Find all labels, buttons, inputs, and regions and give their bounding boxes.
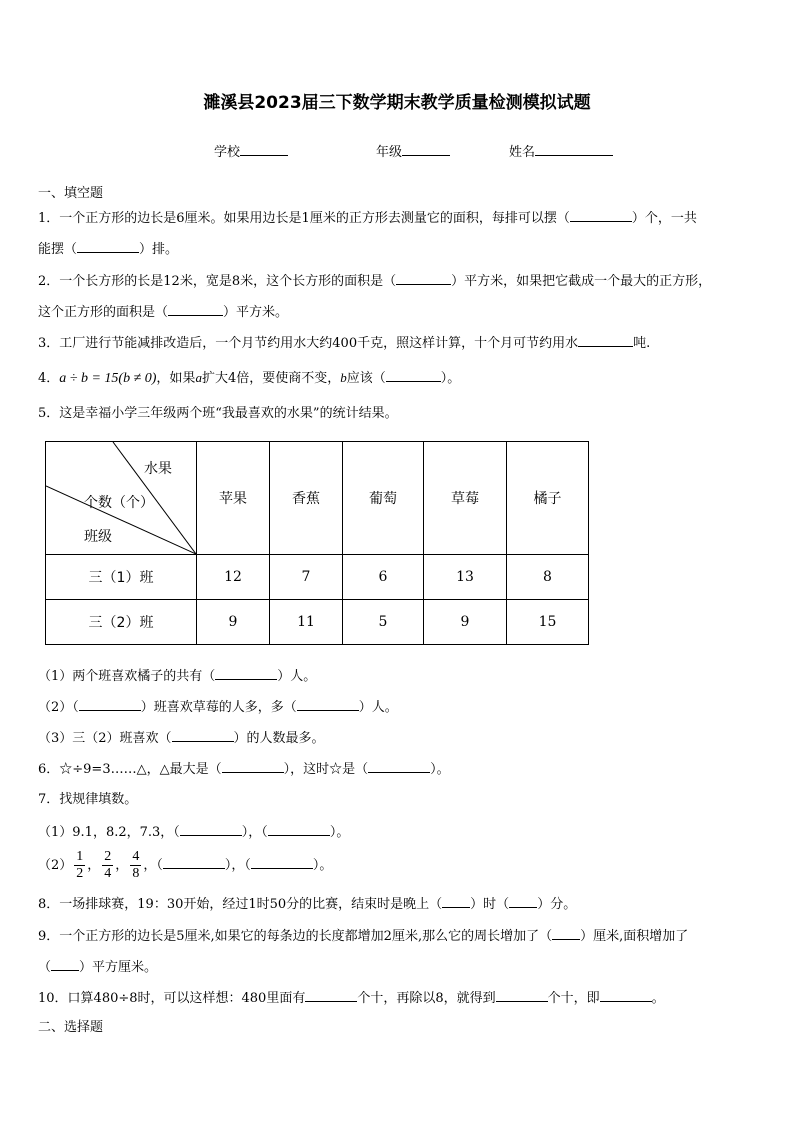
answer-blank[interactable] (386, 369, 441, 382)
school-label: 学校 (214, 145, 241, 160)
answer-blank[interactable] (396, 272, 451, 285)
table-cell: 8 (507, 555, 589, 600)
column-header: 橘子 (507, 442, 589, 555)
corner-header (46, 442, 197, 555)
answer-blank[interactable] (297, 698, 359, 711)
fraction: $\frac{4}{8}$ (132, 849, 140, 881)
corner-count-label: 个数（个） (84, 495, 154, 511)
question-5-part3: （3）三（2）班喜欢（ ）的人数最多。 (38, 731, 325, 746)
page-title: 濉溪县2023届三下数学期末教学质量检测模拟试题 (203, 93, 591, 113)
question-6: 6．☆÷9=3……△，△最大是（ ），这时☆是（ ）。 (38, 762, 450, 777)
corner-class-label: 班级 (84, 529, 112, 545)
answer-blank[interactable] (163, 856, 225, 869)
answer-blank[interactable] (368, 760, 430, 773)
answer-blank[interactable] (251, 856, 313, 869)
question-4: 4．a ÷ b = 15(b ≠ 0)，如果a扩大4倍，要使商不变，b应该（ ）。 (38, 370, 461, 386)
answer-blank[interactable] (552, 927, 580, 940)
question-7-part2: （2） $\frac{1}{2}$ ， $\frac{2}{4}$ ， $\frac{4}{8}$ ，（ ），（ ）。 (38, 849, 333, 881)
answer-blank[interactable] (180, 823, 242, 836)
table-row (46, 600, 589, 645)
school-field[interactable] (214, 141, 288, 160)
question-1-line2: 能摆（ ）排。 (38, 242, 179, 257)
question-3: 3．工厂进行节能减排改造后，一个月节约用水大约400千克，照这样计算，十个月可节约用水 吨. (38, 336, 651, 351)
column-header: 香蕉 (270, 442, 343, 555)
section-multiple-choice: 二、选择题 (38, 1020, 104, 1035)
question-2-line1: 2．一个长方形的长是12米，宽是8米，这个长方形的面积是（ ）平方米，如果把它截成一个最大的正方形， (38, 274, 712, 289)
question-7: 7．找规律填数。 (38, 792, 138, 807)
answer-blank[interactable] (77, 240, 139, 253)
question-5-part1: （1）两个班喜欢橘子的共有（ ）人。 (38, 669, 317, 684)
answer-blank[interactable] (600, 989, 652, 1002)
answer-blank[interactable] (215, 667, 277, 680)
question-8: 8．一场排球赛，19：30开始，经过1时50分的比赛，结束时是晚上（ ）时（ ）分。 (38, 897, 577, 912)
row-label: 三（1）班 (46, 555, 197, 600)
question-5-part2: （2）（ ）班喜欢草莓的人多，多（ ）人。 (38, 700, 398, 715)
answer-blank[interactable] (305, 989, 357, 1002)
table-cell: 12 (197, 555, 270, 600)
row-label: 三（2）班 (46, 600, 197, 645)
column-header: 苹果 (197, 442, 270, 555)
table-cell: 11 (270, 600, 343, 645)
formula: a ÷ b = 15(b ≠ 0) (59, 371, 157, 386)
column-header: 草莓 (424, 442, 507, 555)
answer-blank[interactable] (172, 729, 234, 742)
table-cell: 15 (507, 600, 589, 645)
question-10: 10．口算480÷8时，可以这样想：480里面有 个十，再除以8，就得到 个十，即 。 (38, 991, 665, 1006)
answer-blank[interactable] (509, 895, 537, 908)
section-fill-in: 一、填空题 (38, 186, 104, 201)
column-header: 葡萄 (343, 442, 424, 555)
answer-blank[interactable] (570, 209, 632, 222)
name-label: 姓名 (509, 145, 536, 160)
table-cell: 6 (343, 555, 424, 600)
answer-blank[interactable] (222, 760, 284, 773)
answer-blank[interactable] (79, 698, 141, 711)
table-cell: 13 (424, 555, 507, 600)
question-2-line2: 这个正方形的面积是（ ）平方米。 (38, 305, 289, 320)
answer-blank[interactable] (578, 334, 633, 347)
fruit-table (45, 441, 589, 645)
answer-blank[interactable] (268, 823, 330, 836)
question-5: 5．这是幸福小学三年级两个班“我最喜欢的水果”的统计结果。 (38, 406, 398, 421)
question-1-line1: 1．一个正方形的边长是6厘米。如果用边长是1厘米的正方形去测量它的面积，每排可以摆（ ）个，一共 (38, 211, 697, 226)
question-9-line2: （ ）平方厘米。 (38, 960, 158, 975)
answer-blank[interactable] (51, 958, 79, 971)
answer-blank[interactable] (168, 303, 223, 316)
table-cell: 7 (270, 555, 343, 600)
fraction: $\frac{2}{4}$ (104, 849, 112, 881)
question-7-part1: （1）9.1，8.2，7.3，（ ），（ ）。 (38, 825, 350, 840)
question-9-line1: 9．一个正方形的边长是5厘米,如果它的每条边的长度都增加2厘米,那么它的周长增加了（ ）厘米,面积增加了 (38, 929, 689, 944)
name-field[interactable] (509, 141, 613, 160)
grade-label: 年级 (376, 145, 403, 160)
answer-blank[interactable] (496, 989, 548, 1002)
grade-field[interactable] (376, 141, 450, 160)
table-row (46, 555, 589, 600)
answer-blank[interactable] (442, 895, 470, 908)
corner-fruit-label: 水果 (144, 461, 172, 477)
table-cell: 5 (343, 600, 424, 645)
table-cell: 9 (197, 600, 270, 645)
fraction: $\frac{1}{2}$ (76, 849, 84, 881)
table-cell: 9 (424, 600, 507, 645)
